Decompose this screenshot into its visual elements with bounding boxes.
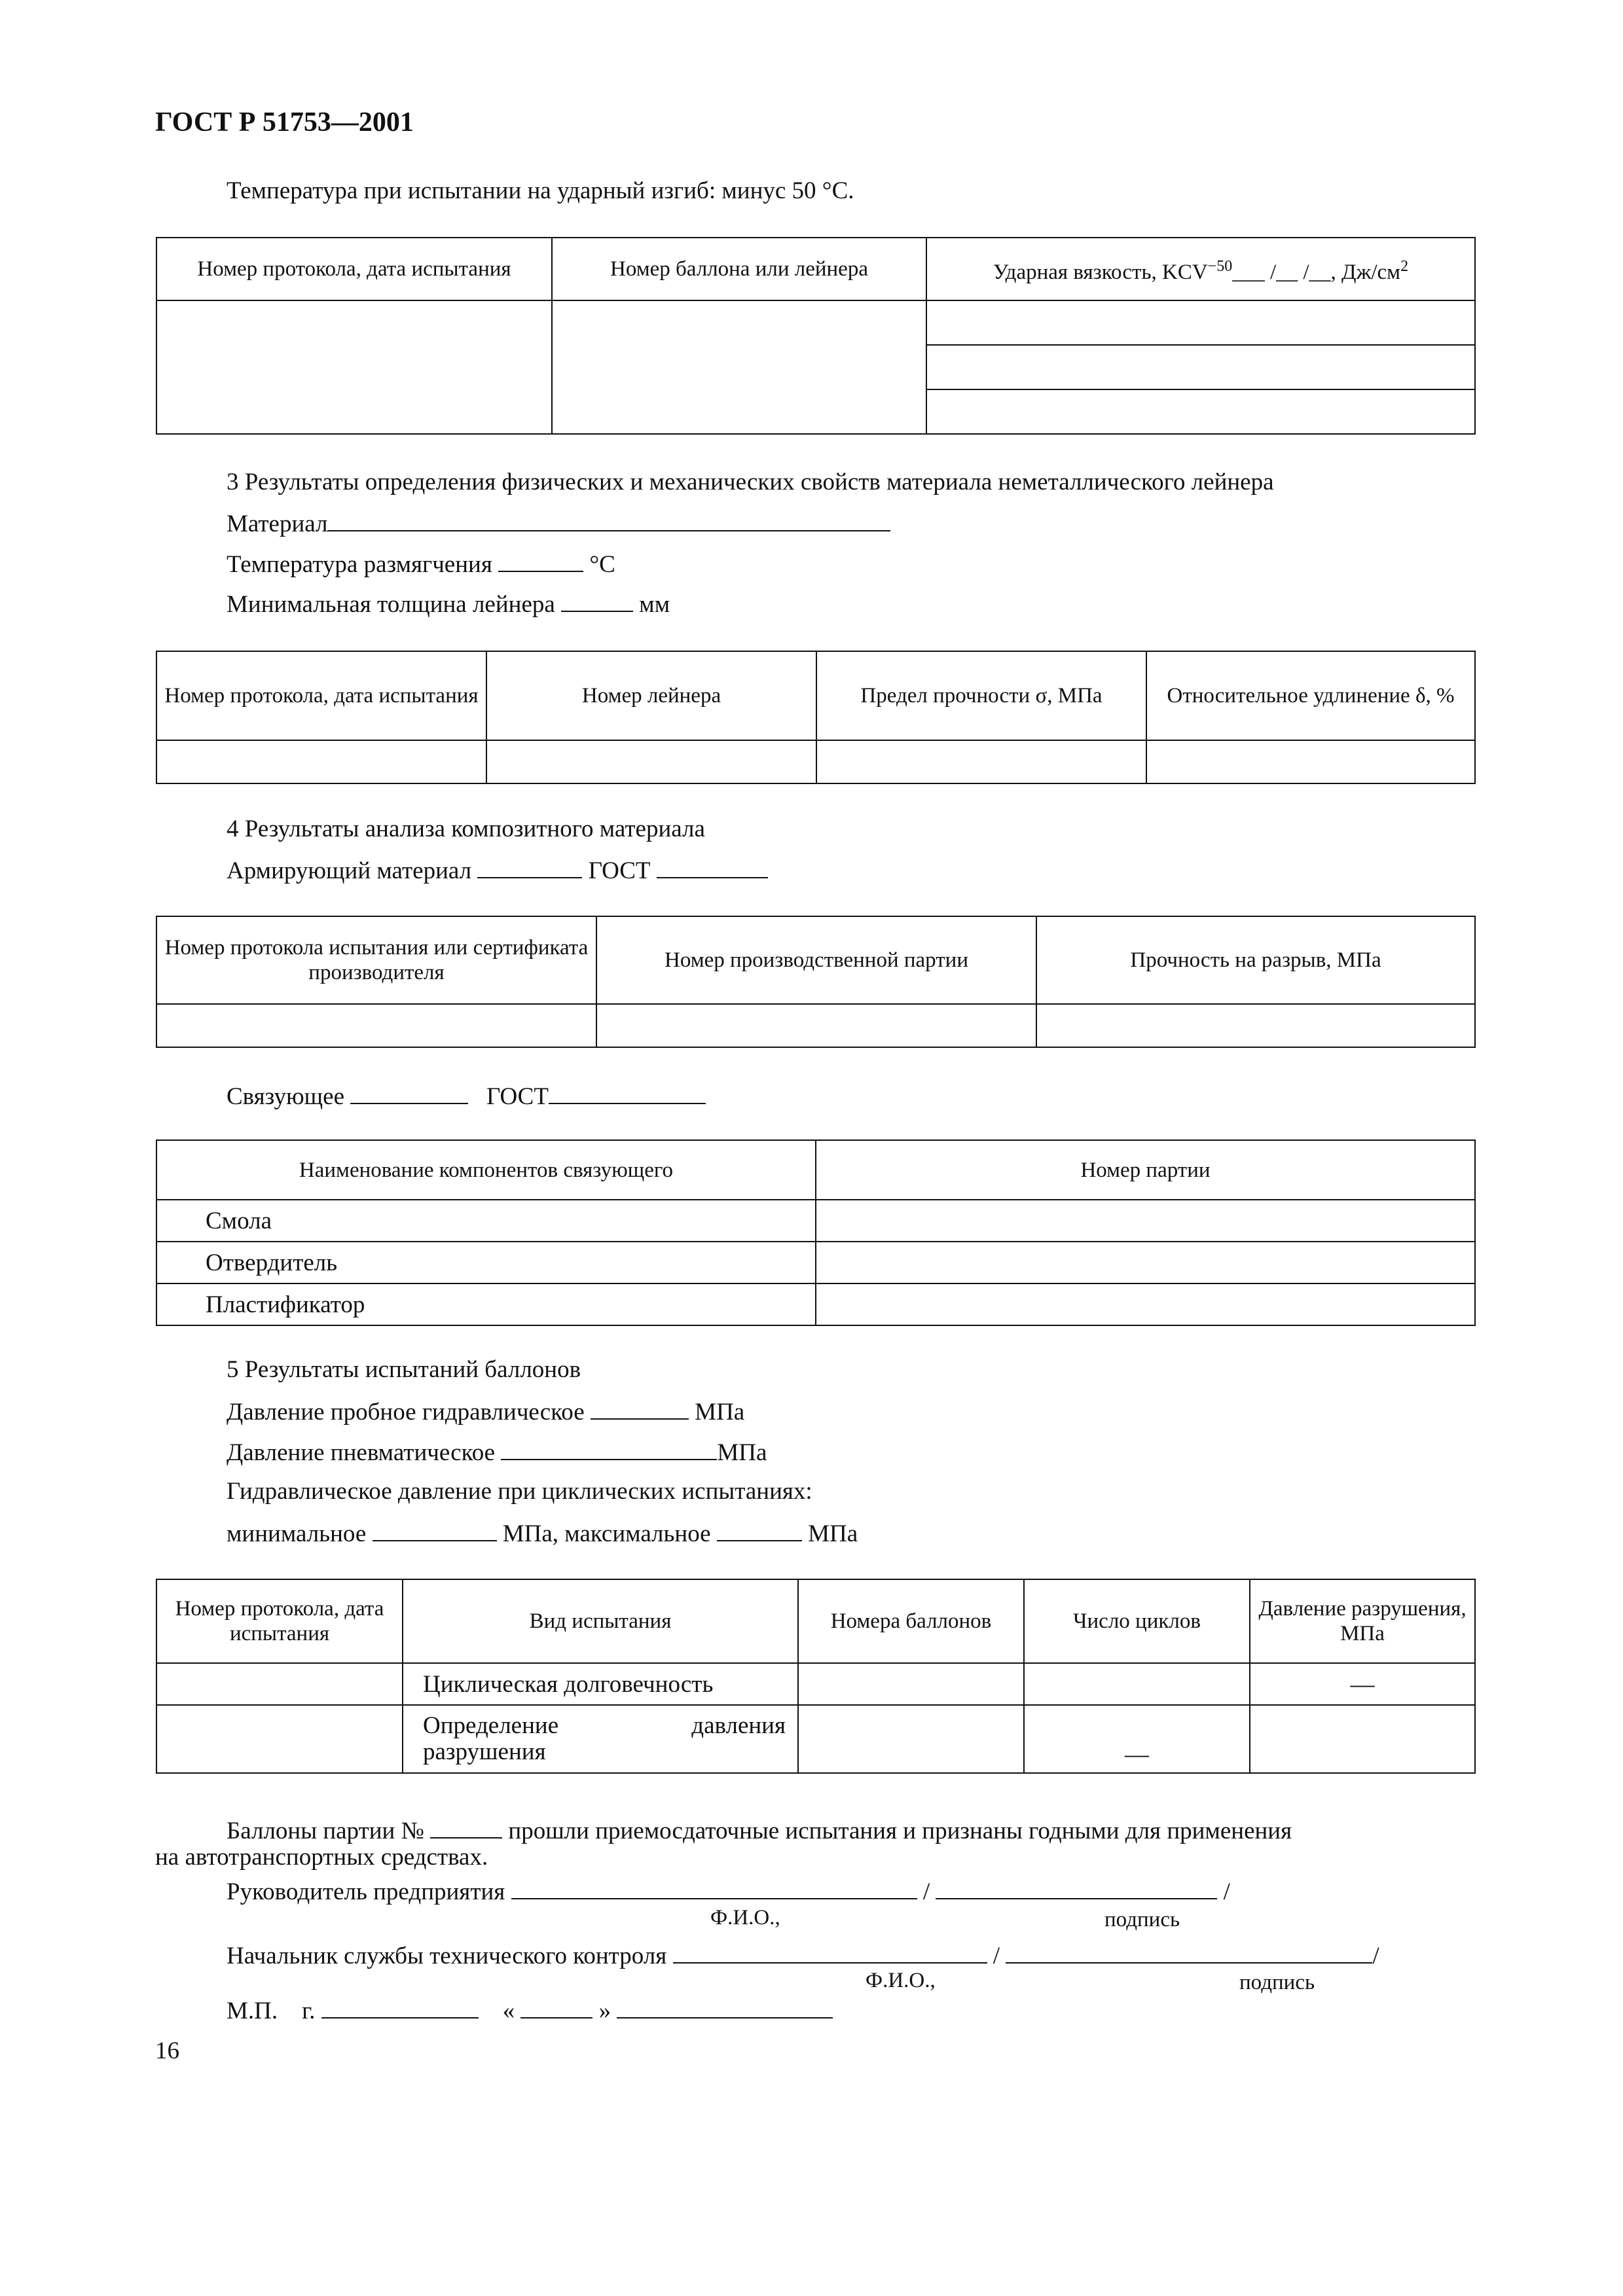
impact-cell <box>552 300 926 434</box>
liner-cell <box>486 740 816 783</box>
impact-cell <box>926 345 1475 389</box>
reinforcing-blank <box>477 855 582 878</box>
test-row-cyclic: Циклическая долговечность <box>403 1663 798 1705</box>
test-cell <box>156 1705 403 1773</box>
hydro-blank <box>591 1396 689 1420</box>
test-row-burst <box>403 1705 798 1773</box>
toughness-sup2: 2 <box>1400 257 1409 275</box>
test-col-burst-pressure: Давление разрушения, МПа <box>1250 1579 1475 1663</box>
max-blank <box>717 1518 802 1541</box>
impact-cell <box>926 300 1475 345</box>
max-unit: МПа <box>808 1520 858 1547</box>
head-label: Руководитель предприятия <box>227 1878 505 1905</box>
liner-col-number: Номер лейнера <box>486 651 816 740</box>
min-unit: МПа, максимальное <box>502 1520 711 1547</box>
burst-word-1: Определение <box>423 1712 559 1739</box>
section5-heading: 5 Результаты испытаний баллонов <box>227 1356 581 1383</box>
minmax-line <box>227 1518 858 1549</box>
binder-cell <box>816 1242 1475 1283</box>
liner-cell <box>816 740 1146 783</box>
binder-table <box>156 1139 1476 1326</box>
slash: / <box>1372 1943 1379 1969</box>
toughness-unit: ___ /__ /__, Дж/см <box>1232 260 1401 284</box>
liner-cell <box>156 740 486 783</box>
test-col-protocol: Номер протокола, дата испытания <box>156 1579 403 1663</box>
year-blank <box>321 1995 479 2018</box>
toughness-label: Ударная вязкость, KCV <box>993 260 1208 284</box>
dash-cycles: — <box>1024 1705 1250 1773</box>
composite-cell <box>156 1004 596 1047</box>
burst-line-1 <box>423 1713 786 1739</box>
conclusion-label: Баллоны партии № <box>227 1818 424 1844</box>
cyclic-line: Гидравлическое давление при циклических испытаниях: <box>227 1478 812 1505</box>
close-quote: » <box>598 1998 611 2024</box>
liner-table <box>156 651 1476 784</box>
composite-cell <box>1036 1004 1475 1047</box>
test-cell <box>156 1663 403 1705</box>
composite-col-protocol: Номер протокола испытания или сертификата производителя <box>156 916 596 1004</box>
head-fio-caption: Ф.И.О., <box>710 1906 780 1929</box>
liner-cell <box>1146 740 1475 783</box>
qc-sign-caption: подпись <box>1239 1971 1315 1994</box>
soften-temp-unit: °С <box>589 551 615 578</box>
thickness-blank <box>561 588 633 612</box>
head-fio-blank <box>511 1876 917 1899</box>
impact-col-protocol: Номер протокола, дата испытания <box>156 238 552 300</box>
test-col-type: Вид испытания <box>403 1579 798 1663</box>
qc-label: Начальник службы технического контроля <box>227 1943 667 1969</box>
qc-signature-line <box>227 1940 1379 1971</box>
liner-col-strength: Предел прочности σ, МПа <box>816 651 1146 740</box>
binder-row-resin: Смола <box>156 1200 816 1242</box>
thickness-unit: мм <box>639 591 670 618</box>
stamp-date-line <box>227 1995 833 2026</box>
pneumo-line <box>227 1437 767 1467</box>
composite-cell <box>596 1004 1036 1047</box>
impact-temperature-line: Температура при испытании на ударный изгиб: минус 50 °С. <box>227 177 854 204</box>
stamp-label: М.П. <box>227 1998 278 2024</box>
page-number: 16 <box>155 2037 179 2064</box>
conclusion-line-1 <box>227 1815 1292 1846</box>
reinforcing-gost-label: ГОСТ <box>588 857 651 884</box>
binder-row-plasticizer: Пластификатор <box>156 1283 816 1325</box>
material-blank <box>327 508 890 531</box>
qc-fio-caption: Ф.И.О., <box>866 1969 936 1992</box>
day-blank <box>520 1995 593 2018</box>
binder-blank <box>350 1081 468 1104</box>
binder-col-batch: Номер партии <box>816 1140 1475 1200</box>
min-label: минимальное <box>227 1520 367 1547</box>
test-col-cylinders: Номера баллонов <box>798 1579 1024 1663</box>
section4-heading: 4 Результаты анализа композитного материала <box>227 816 705 842</box>
head-sign-blank <box>936 1876 1217 1899</box>
composite-col-strength: Прочность на разрыв, МПа <box>1036 916 1475 1004</box>
binder-col-component: Наименование компонентов связующего <box>156 1140 816 1200</box>
burst-word-2: давления <box>691 1712 786 1739</box>
year-label: г. <box>302 1998 316 2024</box>
binder-gost-blank <box>549 1081 706 1104</box>
pneumo-unit: МПа <box>717 1439 767 1466</box>
slash: / <box>922 1878 930 1905</box>
soften-temp-label: Температура размягчения <box>227 551 492 578</box>
reinforcing-label: Армирующий материал <box>227 857 472 884</box>
head-sign-caption: подпись <box>1104 1908 1180 1931</box>
binder-gost-label: ГОСТ <box>486 1083 549 1110</box>
hydro-unit: МПа <box>695 1399 745 1426</box>
thickness-line <box>227 588 670 619</box>
test-cell <box>1024 1663 1250 1705</box>
reinforcing-line <box>227 855 768 886</box>
slash: / <box>993 1943 1000 1969</box>
qc-sign-blank <box>1006 1940 1372 1964</box>
material-line <box>227 508 890 539</box>
hydro-line <box>227 1396 744 1427</box>
liner-col-elongation: Относительное удлинение δ, % <box>1146 651 1475 740</box>
toughness-sup: −50 <box>1207 257 1233 275</box>
qc-fio-blank <box>673 1940 987 1964</box>
soften-temp-blank <box>498 548 583 572</box>
open-quote: « <box>502 1998 515 2024</box>
binder-line <box>227 1081 706 1111</box>
test-cell <box>798 1663 1024 1705</box>
slash: / <box>1223 1878 1230 1905</box>
material-label: Материал <box>227 511 328 537</box>
reinforcing-gost-blank <box>657 855 768 878</box>
document-code: ГОСТ Р 51753—2001 <box>155 107 414 137</box>
thickness-label: Минимальная толщина лейнера <box>227 591 555 618</box>
batch-number-blank <box>430 1815 502 1839</box>
test-cell <box>1250 1705 1475 1773</box>
impact-cell <box>156 300 552 434</box>
conclusion-text: прошли приемосдаточные испытания и признаны годными для применения <box>508 1818 1292 1844</box>
binder-cell <box>816 1283 1475 1325</box>
head-signature-line <box>227 1876 1230 1907</box>
liner-col-protocol: Номер протокола, дата испытания <box>156 651 486 740</box>
cylinder-test-table <box>156 1579 1476 1774</box>
conclusion-line-2: на автотранспортных средствах. <box>155 1844 488 1871</box>
impact-col-toughness <box>926 238 1475 300</box>
pneumo-blank <box>501 1437 717 1460</box>
test-col-cycles: Число циклов <box>1024 1579 1250 1663</box>
composite-col-batch: Номер производственной партии <box>596 916 1036 1004</box>
soften-temp-line <box>227 548 615 579</box>
binder-cell <box>816 1200 1475 1242</box>
hydro-label: Давление пробное гидравлическое <box>227 1399 585 1426</box>
pneumo-label: Давление пневматическое <box>227 1439 496 1466</box>
month-blank <box>617 1995 833 2018</box>
min-blank <box>373 1518 497 1541</box>
binder-label: Связующее <box>227 1083 344 1110</box>
section3-heading: 3 Результаты определения физических и механических свойств материала неметаллического лейнера <box>227 469 1274 495</box>
binder-row-hardener: Отвердитель <box>156 1242 816 1283</box>
dash-burst: — <box>1250 1663 1475 1705</box>
impact-col-cylinder: Номер баллона или лейнера <box>552 238 926 300</box>
composite-table <box>156 916 1476 1048</box>
burst-line-2: разрушения <box>423 1738 546 1765</box>
test-cell <box>798 1705 1024 1773</box>
impact-table <box>156 237 1476 435</box>
impact-cell <box>926 389 1475 434</box>
